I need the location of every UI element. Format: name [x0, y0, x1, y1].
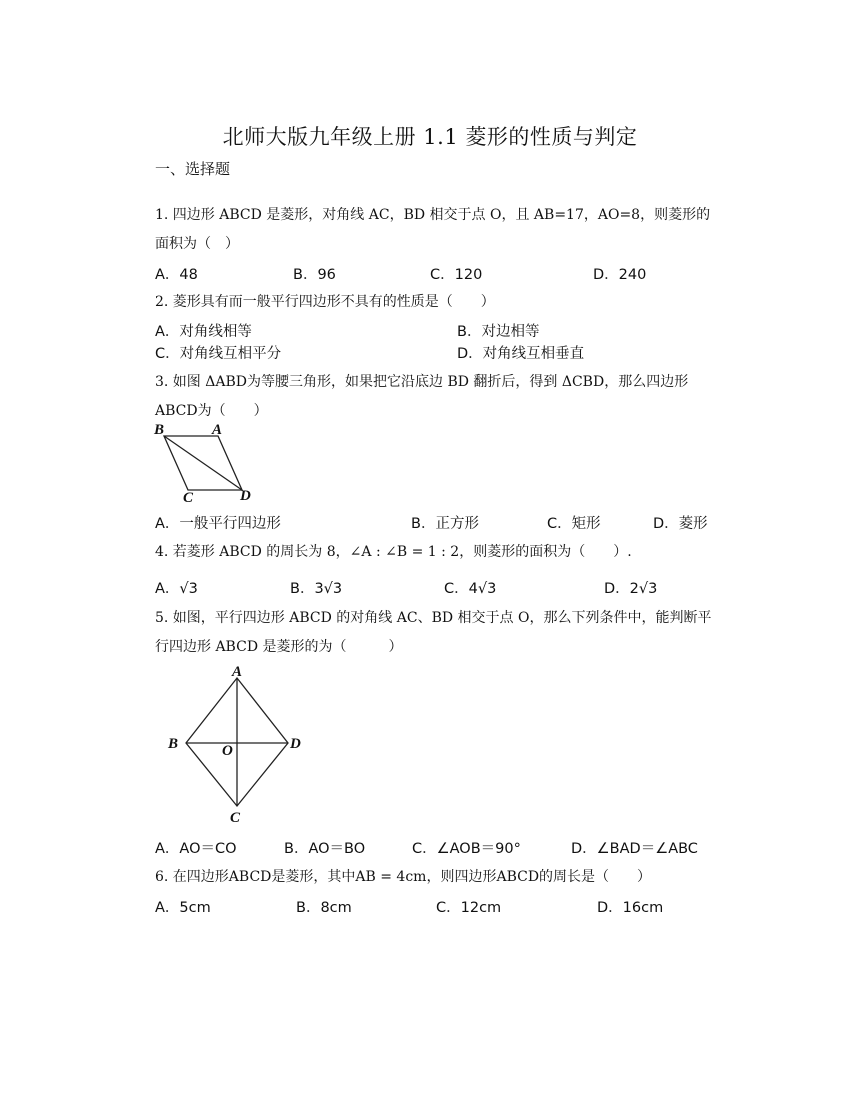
q3-label-a: A: [212, 422, 223, 438]
q2-option-c: C．对角线互相平分: [155, 346, 282, 362]
q5-option-a: A．AO＝CO: [155, 841, 237, 857]
q3-parallelogram-figure: [150, 418, 265, 504]
q4-option-a: A．√3: [155, 581, 198, 597]
q1-option-c: C．120: [430, 267, 483, 283]
q5-option-d: D．∠BAD＝∠ABC: [571, 841, 698, 857]
q2-option-d: D．对角线互相垂直: [457, 346, 585, 362]
q3-option-b: B．正方形: [411, 516, 479, 532]
q1-option-a: A．48: [155, 267, 198, 283]
q3-option-d: D．菱形: [653, 516, 708, 532]
question-4-text: 4. 若菱形 ABCD 的周长为 8，∠A : ∠B = 1 : 2，则菱形的面积为（ ）.: [155, 544, 632, 560]
q6-option-c: C．12cm: [436, 900, 502, 916]
question-1-text: 1. 四边形 ABCD 是菱形，对角线 AC，BD 相交于点 O，且 AB=17，AO=8，则菱形的面积为（ ）: [155, 207, 711, 252]
q5-label-d: D: [290, 736, 301, 752]
q6-option-d: D．16cm: [597, 900, 664, 916]
q1-option-b: B．96: [293, 267, 336, 283]
q5-rhombus-figure: [160, 662, 320, 827]
q5-option-c: C．∠AOB＝90°: [412, 841, 521, 857]
q5-option-b: B．AO＝BO: [284, 841, 366, 857]
q4-option-b: B．3√3: [290, 581, 343, 597]
q1-option-d: D．240: [593, 267, 647, 283]
question-2-text: 2. 菱形具有而一般平行四边形不具有的性质是（ ）: [155, 294, 495, 310]
q3-option-a: A．一般平行四边形: [155, 516, 281, 532]
q5-label-b: B: [168, 736, 179, 752]
q4-option-c: C．4√3: [444, 581, 497, 597]
section-heading: 一、选择题: [155, 160, 231, 178]
question-6-text: 6. 在四边形ABCD是菱形，其中AB = 4cm，则四边形ABCD的周长是（ ）: [155, 869, 652, 885]
q3-option-c: C．矩形: [547, 516, 601, 532]
q5-label-a: A: [232, 664, 243, 680]
q5-label-o: O: [222, 743, 233, 759]
q6-option-b: B．8cm: [296, 900, 352, 916]
page-title: 北师大版九年级上册 1.1 菱形的性质与判定: [222, 125, 638, 149]
q4-option-d: D．2√3: [604, 581, 658, 597]
question-3-text: 3. 如图 ΔABD为等腰三角形，如果把它沿底边 BD 翻折后，得到 ΔCBD，那么四边形ABCD为（ ）: [155, 374, 689, 419]
q3-label-b: B: [154, 422, 165, 438]
q2-option-b: B．对边相等: [457, 324, 540, 340]
q2-option-a: A．对角线相等: [155, 324, 252, 340]
q3-label-c: C: [183, 490, 194, 504]
q5-label-c: C: [230, 810, 241, 826]
q6-option-a: A．5cm: [155, 900, 211, 916]
question-5-text: 5. 如图，平行四边形 ABCD 的对角线 AC、BD 相交于点 O，那么下列条件中，能判断平行四边形 ABCD 是菱形的为（ ）: [155, 610, 712, 655]
q3-label-d: D: [240, 488, 251, 504]
